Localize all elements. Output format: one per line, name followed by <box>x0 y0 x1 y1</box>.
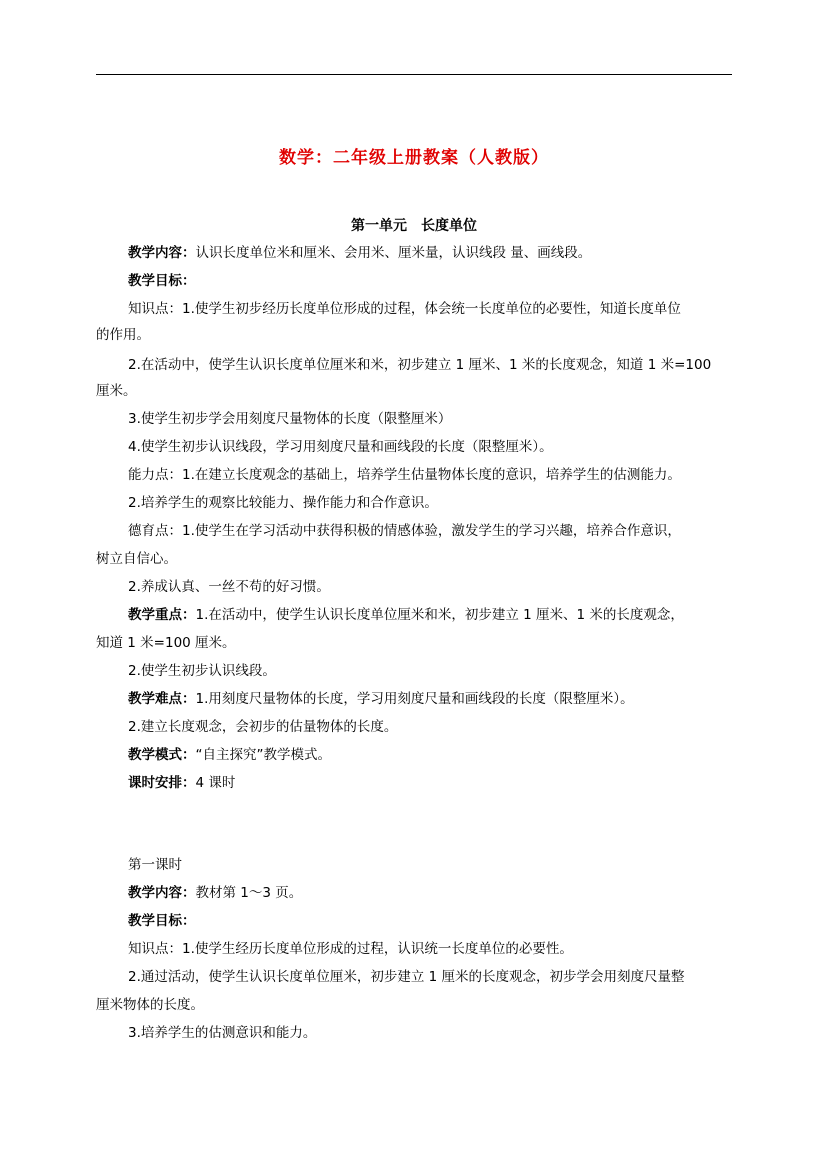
unit-knowledge-1a: 知识点：1.使学生初步经历长度单位形成的过程，体会统一长度单位的必要性，知道长度单位 <box>128 301 681 317</box>
unit-mode-line <box>128 746 331 764</box>
unit-ability-2: 2.培养学生的观察比较能力、操作能力和合作意识。 <box>128 495 438 511</box>
unit-key-label: 教学重点： <box>128 607 196 623</box>
unit-moral-1a: 德育点：1.使学生在学习活动中获得积极的情感体验，激发学生的学习兴趣，培养合作意识， <box>128 523 681 539</box>
lesson1-content-text: 教材第 1～3 页。 <box>195 885 303 901</box>
lesson1-content-line <box>128 884 302 902</box>
lesson1-heading: 第一课时 <box>128 857 182 873</box>
unit-knowledge-2a: 2.在活动中，使学生认识长度单位厘米和米，初步建立 1 厘米、1 米的长度观念，知道 1 米=100 <box>128 357 712 373</box>
unit-mode-label: 教学模式： <box>128 747 196 763</box>
document-title: 数学：二年级上册教案（人教版） <box>279 148 549 168</box>
lesson1-content-label: 教学内容： <box>128 885 196 901</box>
lesson1-goals-label: 教学目标： <box>128 913 196 929</box>
unit-content-text: 认识长度单位米和厘米、会用米、厘米量，认识线段 量、画线段。 <box>195 245 592 261</box>
unit-content-label: 教学内容： <box>128 245 196 261</box>
unit-knowledge-2b: 厘米。 <box>96 383 137 399</box>
unit-knowledge-1b: 的作用。 <box>96 327 150 343</box>
unit-moral-2: 2.养成认真、一丝不苟的好习惯。 <box>128 579 330 595</box>
unit-difficult-1: 1.用刻度尺量物体的长度，学习用刻度尺量和画线段的长度（限整厘米）。 <box>195 691 634 707</box>
unit-schedule-line <box>128 774 235 792</box>
unit-mode-text: “自主探究”教学模式。 <box>195 747 331 763</box>
unit-ability-1: 能力点：1.在建立长度观念的基础上，培养学生估量物体长度的意识，培养学生的估测能力。 <box>128 467 681 483</box>
unit-title: 第一单元 长度单位 <box>351 218 477 234</box>
unit-difficult-2: 2.建立长度观念，会初步的估量物体的长度。 <box>128 719 398 735</box>
unit-key-1a: 1.在活动中，使学生认识长度单位厘米和米，初步建立 1 厘米、1 米的长度观念， <box>195 607 684 623</box>
unit-key-1b: 知道 1 米=100 厘米。 <box>96 635 236 651</box>
unit-goals-label: 教学目标： <box>128 273 196 289</box>
header-rule <box>96 74 732 75</box>
unit-key-2: 2.使学生初步认识线段。 <box>128 663 276 679</box>
unit-knowledge-4: 4.使学生初步认识线段，学习用刻度尺量和画线段的长度（限整厘米）。 <box>128 439 553 455</box>
unit-difficult-line <box>128 690 634 708</box>
unit-key-line <box>128 606 684 624</box>
unit-schedule-text: 4 课时 <box>195 775 236 791</box>
lesson1-knowledge-2b: 厘米物体的长度。 <box>96 997 204 1013</box>
unit-schedule-label: 课时安排： <box>128 775 196 791</box>
lesson1-knowledge-1: 知识点：1.使学生经历长度单位形成的过程，认识统一长度单位的必要性。 <box>128 941 573 957</box>
unit-knowledge-3: 3.使学生初步学会用刻度尺量物体的长度（限整厘米） <box>128 411 452 427</box>
lesson1-knowledge-2a: 2.通过活动，使学生认识长度单位厘米，初步建立 1 厘米的长度观念，初步学会用刻度尺量整 <box>128 969 685 985</box>
lesson1-knowledge-3: 3.培养学生的估测意识和能力。 <box>128 1025 317 1041</box>
unit-content-line <box>128 244 591 262</box>
unit-difficult-label: 教学难点： <box>128 691 196 707</box>
unit-moral-1b: 树立自信心。 <box>96 551 177 567</box>
